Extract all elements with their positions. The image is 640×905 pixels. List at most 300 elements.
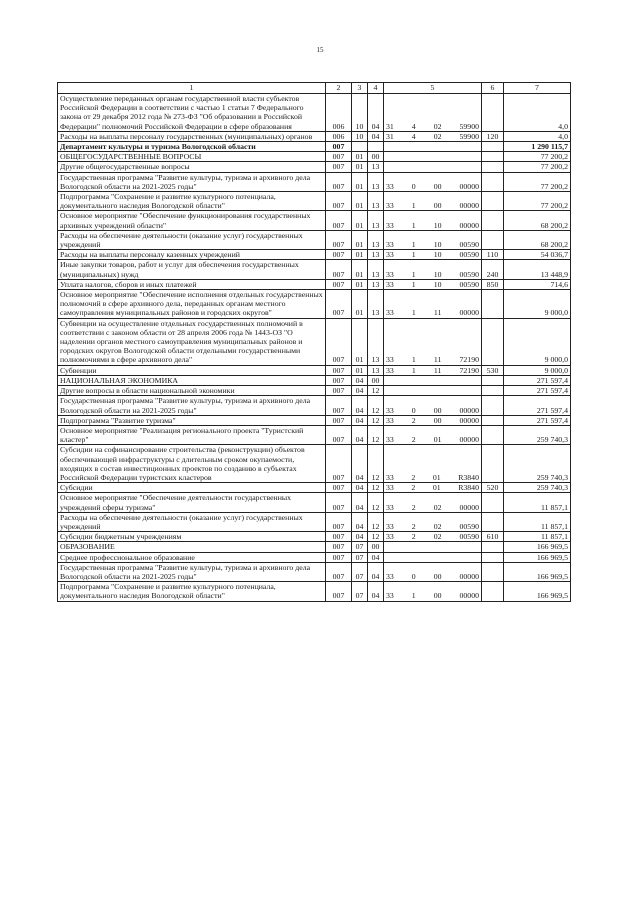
expense-type-code xyxy=(482,162,504,172)
admin-code: 007 xyxy=(326,562,352,581)
target-article-part: 00 xyxy=(433,201,442,211)
admin-code: 007 xyxy=(326,483,352,493)
expense-type-code xyxy=(482,562,504,581)
table-row xyxy=(58,542,571,552)
expense-type-code xyxy=(482,386,504,396)
admin-code: 007 xyxy=(326,152,352,162)
target-article-part: 33 xyxy=(386,181,394,191)
target-article-code xyxy=(384,582,482,601)
row-name: Иные закупки товаров, работ и услуг для обеспечения государственных (муниципальных) нужд xyxy=(58,260,326,279)
row-name: Уплата налогов, сборов и иных платежей xyxy=(58,279,326,289)
target-article-part: 33 xyxy=(386,502,394,512)
section-code: 04 xyxy=(352,512,368,531)
subsection-code: 13 xyxy=(368,260,384,279)
admin-code: 006 xyxy=(326,131,352,141)
row-name: Осуществление переданных органам государственной власти субъектов Российской Федерации в соответствии с частью 1 статьи 7 Федерального закона от 29 декабря 2012 года № 273-ФЗ "Об образовании в Российской Федерации" полномочий Российской Федерации в сфере образования xyxy=(58,94,326,132)
target-article-part: 00000 xyxy=(459,220,479,230)
target-article-code xyxy=(384,532,482,542)
target-article-part: 00000 xyxy=(459,435,479,445)
subsection-code: 12 xyxy=(368,386,384,396)
target-article-part: 00000 xyxy=(459,502,479,512)
row-name: Подпрограмма "Сохранение и развитие культурного потенциала, документального наследия Вологодской области" xyxy=(58,192,326,211)
target-article-code xyxy=(384,230,482,249)
header-row xyxy=(58,83,571,94)
expense-type-code xyxy=(482,172,504,191)
amount: 4,0 xyxy=(504,131,571,141)
header-col-2: 2 xyxy=(326,83,352,94)
subsection-code: 13 xyxy=(368,230,384,249)
row-name: Расходы на выплаты персоналу казенных учреждений xyxy=(58,250,326,260)
table-row xyxy=(58,192,571,211)
target-article-part: 33 xyxy=(386,269,394,279)
row-name: Государственная программа "Развитие культуры, туризма и архивного дела Вологодской области на 2021-2025 годы" xyxy=(58,562,326,581)
amount: 4,0 xyxy=(504,94,571,132)
section-code: 04 xyxy=(352,493,368,512)
expense-type-code xyxy=(482,375,504,385)
amount: 11 857,1 xyxy=(504,493,571,512)
target-article-part: 00 xyxy=(433,591,442,601)
expense-type-code: 520 xyxy=(482,483,504,493)
target-article-part: 1 xyxy=(411,279,416,289)
target-article-part: 10 xyxy=(433,269,442,279)
target-article-part: 00000 xyxy=(459,591,479,601)
amount: 271 597,4 xyxy=(504,386,571,396)
section-code xyxy=(352,142,368,152)
subsection-code: 13 xyxy=(368,250,384,260)
admin-code: 007 xyxy=(326,172,352,191)
subsection-code: 12 xyxy=(368,512,384,531)
section-code: 01 xyxy=(352,152,368,162)
target-article-part: 72190 xyxy=(459,355,479,365)
table-row xyxy=(58,260,571,279)
table-row xyxy=(58,230,571,249)
expense-type-code xyxy=(482,211,504,230)
amount: 1 290 115,7 xyxy=(504,142,571,152)
amount: 9 000,0 xyxy=(504,318,571,365)
table-row xyxy=(58,493,571,512)
admin-code: 007 xyxy=(326,425,352,444)
table-row xyxy=(58,532,571,542)
target-article-part: 1 xyxy=(411,240,416,250)
target-article-code xyxy=(384,260,482,279)
target-article-part: 02 xyxy=(433,131,442,141)
target-article-part: 0 xyxy=(411,405,416,415)
target-article-part: 10 xyxy=(433,250,442,260)
target-article-part: 02 xyxy=(433,121,442,131)
row-name: Подпрограмма "Сохранение и развитие культурного потенциала, документального наследия Вологодской области" xyxy=(58,582,326,601)
expense-type-code xyxy=(482,152,504,162)
expense-type-code xyxy=(482,396,504,415)
table-row xyxy=(58,552,571,562)
expense-type-code: 610 xyxy=(482,532,504,542)
target-article-part: 33 xyxy=(386,220,394,230)
amount: 271 597,4 xyxy=(504,375,571,385)
target-article-part: 11 xyxy=(433,365,442,375)
admin-code: 007 xyxy=(326,375,352,385)
section-code: 04 xyxy=(352,532,368,542)
target-article-code xyxy=(384,365,482,375)
target-article-code xyxy=(384,290,482,319)
amount: 77 200,2 xyxy=(504,162,571,172)
target-article-part: 59900 xyxy=(459,131,479,141)
page-number: 15 xyxy=(316,46,324,54)
row-name: Основное мероприятие "Обеспечение функционирования государственных архивных учреждений области" xyxy=(58,211,326,230)
subsection-code: 12 xyxy=(368,396,384,415)
amount: 54 036,7 xyxy=(504,250,571,260)
table-row xyxy=(58,142,571,152)
table-body xyxy=(58,94,571,602)
target-article-part: 33 xyxy=(386,435,394,445)
target-article-code xyxy=(384,542,482,552)
subsection-code: 12 xyxy=(368,425,384,444)
target-article-code xyxy=(384,375,482,385)
subsection-code: 13 xyxy=(368,318,384,365)
target-article-part: 1 xyxy=(411,365,416,375)
target-article-code xyxy=(384,512,482,531)
target-article-part: 1 xyxy=(411,591,416,601)
target-article-part: 00590 xyxy=(459,521,479,531)
target-article-part: 2 xyxy=(411,502,416,512)
expense-type-code: 110 xyxy=(482,250,504,260)
subsection-code: 13 xyxy=(368,172,384,191)
target-article-code xyxy=(384,250,482,260)
target-article-code xyxy=(384,415,482,425)
row-name: Среднее профессиональное образование xyxy=(58,552,326,562)
row-name: Субвенции xyxy=(58,365,326,375)
target-article-part: 33 xyxy=(386,532,394,542)
section-code: 07 xyxy=(352,542,368,552)
subsection-code: 13 xyxy=(368,192,384,211)
amount: 271 597,4 xyxy=(504,396,571,415)
expense-type-code: 240 xyxy=(482,260,504,279)
section-code: 01 xyxy=(352,250,368,260)
table-row xyxy=(58,162,571,172)
amount: 77 200,2 xyxy=(504,172,571,191)
target-article-part: 11 xyxy=(433,355,442,365)
target-article-part: 33 xyxy=(386,279,394,289)
subsection-code xyxy=(368,142,384,152)
target-article-part: 72190 xyxy=(459,365,479,375)
target-article-part: 2 xyxy=(411,472,416,482)
expense-type-code xyxy=(482,230,504,249)
row-name: НАЦИОНАЛЬНАЯ ЭКОНОМИКА xyxy=(58,375,326,385)
expense-type-code xyxy=(482,290,504,319)
target-article-part: 02 xyxy=(433,532,442,542)
row-name: Другие вопросы в области национальной экономики xyxy=(58,386,326,396)
admin-code: 007 xyxy=(326,290,352,319)
target-article-part: 33 xyxy=(386,415,394,425)
admin-code: 007 xyxy=(326,582,352,601)
row-name: Департамент культуры и туризма Вологодской области xyxy=(58,142,326,152)
target-article-code xyxy=(384,279,482,289)
admin-code: 007 xyxy=(326,532,352,542)
section-code: 04 xyxy=(352,375,368,385)
target-article-part: 02 xyxy=(433,502,442,512)
target-article-code xyxy=(384,131,482,141)
row-name: Субсидии бюджетным учреждениям xyxy=(58,532,326,542)
table-row xyxy=(58,152,571,162)
section-code: 04 xyxy=(352,483,368,493)
target-article-code xyxy=(384,318,482,365)
admin-code: 007 xyxy=(326,542,352,552)
target-article-part: 1 xyxy=(411,250,416,260)
target-article-part: 2 xyxy=(411,521,416,531)
section-code: 07 xyxy=(352,552,368,562)
target-article-code xyxy=(384,493,482,512)
expense-type-code xyxy=(482,582,504,601)
expense-type-code xyxy=(482,142,504,152)
subsection-code: 04 xyxy=(368,131,384,141)
row-name: Расходы на обеспечение деятельности (оказание услуг) государственных учреждений xyxy=(58,512,326,531)
target-article-part: 00590 xyxy=(459,269,479,279)
target-article-part: 0 xyxy=(411,571,416,581)
section-code: 10 xyxy=(352,94,368,132)
section-code: 04 xyxy=(352,425,368,444)
subsection-code: 12 xyxy=(368,493,384,512)
section-code: 07 xyxy=(352,562,368,581)
subsection-code: 00 xyxy=(368,152,384,162)
subsection-code: 04 xyxy=(368,552,384,562)
header-col-3: 3 xyxy=(352,83,368,94)
target-article-part: R3840 xyxy=(458,472,479,482)
target-article-part: 4 xyxy=(411,131,416,141)
target-article-code xyxy=(384,152,482,162)
target-article-part: 10 xyxy=(433,279,442,289)
expense-type-code xyxy=(482,512,504,531)
header-col-7: 7 xyxy=(504,83,571,94)
target-article-part: 33 xyxy=(386,472,394,482)
target-article-part: 33 xyxy=(386,250,394,260)
target-article-part: 10 xyxy=(433,220,442,230)
amount: 166 969,5 xyxy=(504,562,571,581)
row-name: Другие общегосударственные вопросы xyxy=(58,162,326,172)
admin-code: 007 xyxy=(326,365,352,375)
target-article-part: 1 xyxy=(411,308,416,318)
target-article-part: 59900 xyxy=(459,121,479,131)
target-article-code xyxy=(384,425,482,444)
table-row xyxy=(58,512,571,531)
target-article-code xyxy=(384,192,482,211)
target-article-part: 01 xyxy=(432,483,441,493)
target-article-part: 0 xyxy=(411,181,416,191)
admin-code: 007 xyxy=(326,192,352,211)
target-article-part: 00000 xyxy=(459,405,479,415)
row-name: Расходы на выплаты персоналу государственных (муниципальных) органов xyxy=(58,131,326,141)
row-name: Основное мероприятие "Реализация регионального проекта "Туристский кластер" xyxy=(58,425,326,444)
admin-code: 007 xyxy=(326,445,352,483)
target-article-code xyxy=(384,211,482,230)
target-article-part: 2 xyxy=(411,415,416,425)
admin-code: 007 xyxy=(326,162,352,172)
target-article-code xyxy=(384,172,482,191)
amount: 166 969,5 xyxy=(504,582,571,601)
admin-code: 007 xyxy=(326,260,352,279)
subsection-code: 04 xyxy=(368,94,384,132)
row-name: ОБРАЗОВАНИЕ xyxy=(58,542,326,552)
subsection-code: 13 xyxy=(368,365,384,375)
amount: 271 597,4 xyxy=(504,415,571,425)
section-code: 01 xyxy=(352,290,368,319)
target-article-part: 00000 xyxy=(459,181,479,191)
expense-type-code: 850 xyxy=(482,279,504,289)
target-article-part: 11 xyxy=(433,308,442,318)
expense-type-code xyxy=(482,192,504,211)
table-row xyxy=(58,279,571,289)
subsection-code: 04 xyxy=(368,562,384,581)
target-article-part: 2 xyxy=(411,532,416,542)
target-article-code xyxy=(384,386,482,396)
target-article-code xyxy=(384,162,482,172)
amount: 166 969,5 xyxy=(504,542,571,552)
section-code: 01 xyxy=(352,172,368,191)
admin-code: 007 xyxy=(326,396,352,415)
target-article-part: 33 xyxy=(386,521,394,531)
section-code: 01 xyxy=(352,260,368,279)
target-article-part: 33 xyxy=(386,355,394,365)
target-article-part: 00590 xyxy=(459,279,479,289)
table-row xyxy=(58,386,571,396)
admin-code: 007 xyxy=(326,250,352,260)
table-row xyxy=(58,582,571,601)
amount: 9 000,0 xyxy=(504,290,571,319)
admin-code: 007 xyxy=(326,512,352,531)
expense-type-code xyxy=(482,542,504,552)
amount: 68 200,2 xyxy=(504,230,571,249)
admin-code: 007 xyxy=(326,415,352,425)
target-article-part: 00590 xyxy=(459,532,479,542)
expense-type-code xyxy=(482,493,504,512)
target-article-code xyxy=(384,562,482,581)
table-row xyxy=(58,172,571,191)
target-article-part: 1 xyxy=(411,220,416,230)
target-article-part: 02 xyxy=(433,521,442,531)
subsection-code: 00 xyxy=(368,375,384,385)
target-article-part: 10 xyxy=(433,240,442,250)
target-article-part: 33 xyxy=(386,308,394,318)
target-article-part: 33 xyxy=(386,365,394,375)
target-article-part: 00 xyxy=(433,415,442,425)
section-code: 01 xyxy=(352,365,368,375)
target-article-part: 33 xyxy=(386,201,394,211)
target-article-code xyxy=(384,445,482,483)
target-article-part: 1 xyxy=(411,201,416,211)
section-code: 04 xyxy=(352,445,368,483)
table-row xyxy=(58,375,571,385)
section-code: 01 xyxy=(352,211,368,230)
table-row xyxy=(58,94,571,132)
admin-code: 007 xyxy=(326,552,352,562)
row-name: Субсидии на софинансирование строительства (реконструкции) объектов обеспечивающей инфраструктуры с длительным сроком окупаемости, входящих в состав инвестиционных проектов по созданию в субъектах Российской Федерации туристских кластеров xyxy=(58,445,326,483)
target-article-part: 00590 xyxy=(459,240,479,250)
section-code: 01 xyxy=(352,279,368,289)
expense-type-code xyxy=(482,425,504,444)
target-article-part: 00590 xyxy=(459,250,479,260)
table-row xyxy=(58,415,571,425)
section-code: 04 xyxy=(352,415,368,425)
expense-type-code xyxy=(482,94,504,132)
subsection-code: 04 xyxy=(368,582,384,601)
row-name: Субвенции на осуществление отдельных государственных полномочий в соответствии с законом области от 28 апреля 2006 года № 1443-ОЗ "О наделении органов местного самоуправления муниципальных районов и городских округов Вологодской области отдельными государственными полномочиями в сфере архивного дела" xyxy=(58,318,326,365)
target-article-code xyxy=(384,483,482,493)
subsection-code: 00 xyxy=(368,542,384,552)
section-code: 04 xyxy=(352,396,368,415)
row-name: Подпрограмма "Развитие туризма" xyxy=(58,415,326,425)
row-name: ОБЩЕГОСУДАРСТВЕННЫЕ ВОПРОСЫ xyxy=(58,152,326,162)
target-article-part: 2 xyxy=(411,483,416,493)
target-article-part: 00000 xyxy=(459,571,479,581)
admin-code: 007 xyxy=(326,493,352,512)
amount: 11 857,1 xyxy=(504,512,571,531)
table-row xyxy=(58,396,571,415)
admin-code: 007 xyxy=(326,386,352,396)
amount: 11 857,1 xyxy=(504,532,571,542)
target-article-part: 00000 xyxy=(459,415,479,425)
target-article-code xyxy=(384,142,482,152)
subsection-code: 12 xyxy=(368,532,384,542)
target-article-code xyxy=(384,94,482,132)
header-col-5: 5 xyxy=(384,83,482,94)
table-row xyxy=(58,562,571,581)
table-row xyxy=(58,318,571,365)
amount: 13 448,9 xyxy=(504,260,571,279)
expense-type-code xyxy=(482,552,504,562)
section-code: 01 xyxy=(352,318,368,365)
target-article-part: 00000 xyxy=(459,308,479,318)
table-row xyxy=(58,211,571,230)
table-row xyxy=(58,445,571,483)
amount: 714,6 xyxy=(504,279,571,289)
row-name: Расходы на обеспечение деятельности (оказание услуг) государственных учреждений xyxy=(58,230,326,249)
subsection-code: 12 xyxy=(368,483,384,493)
budget-table xyxy=(57,82,571,602)
target-article-part: 01 xyxy=(433,435,442,445)
target-article-part: 1 xyxy=(411,269,416,279)
target-article-part: 33 xyxy=(386,483,394,493)
target-article-part: 33 xyxy=(386,591,394,601)
subsection-code: 13 xyxy=(368,162,384,172)
header-col-1: 1 xyxy=(58,83,326,94)
amount: 259 740,3 xyxy=(504,483,571,493)
row-name: Государственная программа "Развитие культуры, туризма и архивного дела Вологодской области на 2021-2025 годы" xyxy=(58,396,326,415)
admin-code: 006 xyxy=(326,94,352,132)
section-code: 01 xyxy=(352,230,368,249)
expense-type-code xyxy=(482,415,504,425)
amount: 166 969,5 xyxy=(504,552,571,562)
table-row xyxy=(58,250,571,260)
admin-code: 007 xyxy=(326,279,352,289)
admin-code: 007 xyxy=(326,142,352,152)
amount: 68 200,2 xyxy=(504,211,571,230)
target-article-part: 31 xyxy=(386,121,394,131)
target-article-part: 00000 xyxy=(459,201,479,211)
target-article-part: 4 xyxy=(411,121,416,131)
subsection-code: 12 xyxy=(368,415,384,425)
header-col-6: 6 xyxy=(482,83,504,94)
target-article-code xyxy=(384,396,482,415)
section-code: 07 xyxy=(352,582,368,601)
target-article-part: 2 xyxy=(411,435,416,445)
target-article-part: 1 xyxy=(411,355,416,365)
target-article-part: 00 xyxy=(433,571,442,581)
amount: 259 740,3 xyxy=(504,425,571,444)
row-name: Основное мероприятие "Обеспечение деятельности государственных учреждений сферы туризма" xyxy=(58,493,326,512)
target-article-part: 00 xyxy=(433,181,442,191)
admin-code: 007 xyxy=(326,211,352,230)
table-row xyxy=(58,483,571,493)
table-row xyxy=(58,425,571,444)
expense-type-code xyxy=(482,445,504,483)
row-name: Государственная программа "Развитие культуры, туризма и архивного дела Вологодской области на 2021-2025 годы" xyxy=(58,172,326,191)
